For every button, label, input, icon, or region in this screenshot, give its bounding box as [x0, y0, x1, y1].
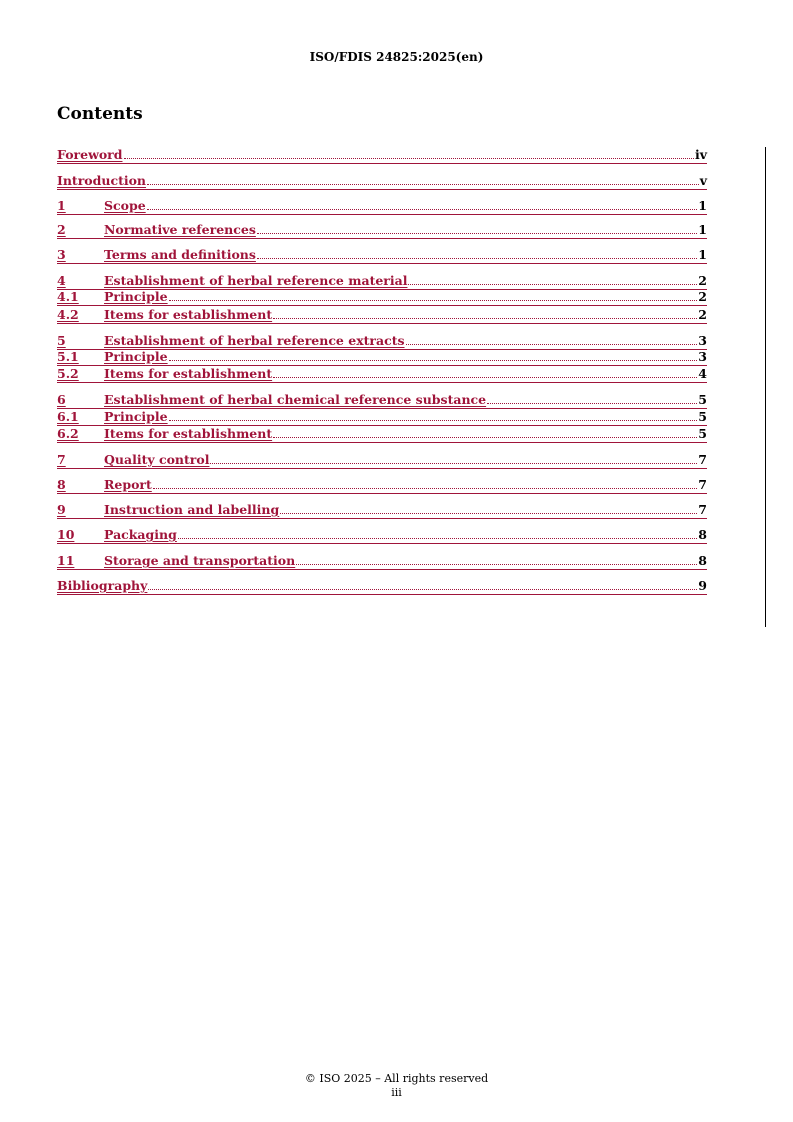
toc-entry-title: Bibliography: [57, 578, 148, 593]
toc-entry-herbal-reference-extracts[interactable]: [57, 334, 707, 350]
toc-entry-number: 5.1: [57, 349, 79, 364]
toc-entry-title: Establishment of herbal reference extracts: [104, 333, 405, 348]
toc-entry-instruction-and-labelling[interactable]: [57, 503, 707, 519]
toc-entry-number: 4.1: [57, 289, 79, 304]
toc-entry-page: 1: [698, 247, 707, 262]
toc-entry-number: 6.2: [57, 426, 79, 441]
toc-leader-dots: [169, 420, 698, 421]
toc-entry-terms-and-definitions[interactable]: [57, 248, 707, 264]
toc-entry-6-2-items-for-establishment[interactable]: [57, 427, 707, 443]
toc-entry-title: Items for establishment: [104, 426, 273, 441]
page-footer: [0, 1072, 793, 1100]
toc-leader-dots: [273, 377, 697, 378]
toc-entry-number: 1: [57, 198, 66, 213]
toc-entry-scope[interactable]: [57, 199, 707, 215]
toc-leader-dots: [273, 318, 697, 319]
toc-entry-title: Introduction: [57, 173, 147, 188]
toc-entry-page: 8: [698, 553, 707, 568]
toc-entry-number: 6: [57, 392, 66, 407]
toc-entry-number: 11: [57, 553, 75, 568]
toc-entry-5-2-items-for-establishment[interactable]: [57, 367, 707, 383]
toc-entry-page: 2: [698, 289, 707, 304]
toc-entry-page: 3: [698, 333, 707, 348]
page-number: iii: [391, 1086, 402, 1099]
toc-entry-title: Principle: [104, 409, 168, 424]
toc-entry-normative-references[interactable]: [57, 223, 707, 239]
toc-entry-number: 5: [57, 333, 66, 348]
toc-entry-page: 9: [698, 578, 707, 593]
toc-entry-number: 8: [57, 477, 66, 492]
toc-entry-introduction[interactable]: [57, 174, 707, 190]
toc-entry-number: 4: [57, 273, 66, 288]
toc-leader-dots: [273, 437, 697, 438]
toc-entry-title: Foreword: [57, 147, 123, 162]
toc-leader-dots: [147, 209, 698, 210]
toc-entry-title: Principle: [104, 349, 168, 364]
toc-leader-dots: [178, 538, 697, 539]
toc-leader-dots: [280, 513, 697, 514]
toc-entry-title: Packaging: [104, 527, 177, 542]
toc-entry-page: 2: [698, 307, 707, 322]
toc-leader-dots: [210, 463, 697, 464]
toc-entry-title: Items for establishment: [104, 366, 273, 381]
toc-entry-title: Items for establishment: [104, 307, 273, 322]
toc-leader-dots: [257, 258, 697, 259]
toc-entry-page: 7: [698, 502, 707, 517]
toc-leader-dots: [147, 184, 699, 185]
toc-leader-dots: [296, 564, 697, 565]
toc-leader-dots: [124, 158, 694, 159]
toc-entry-bibliography[interactable]: [57, 579, 707, 595]
toc-entry-page: 1: [698, 222, 707, 237]
toc-entry-page: 5: [698, 409, 707, 424]
toc-leader-dots: [406, 344, 698, 345]
toc-entry-packaging[interactable]: [57, 528, 707, 544]
toc-entry-page: 7: [698, 452, 707, 467]
toc-entry-number: 6.1: [57, 409, 79, 424]
toc-entry-6-1-principle[interactable]: [57, 410, 707, 426]
toc-entry-page: 3: [698, 349, 707, 364]
toc-entry-quality-control[interactable]: [57, 453, 707, 469]
toc-entry-title: Scope: [104, 198, 146, 213]
toc-entry-title: Normative references: [104, 222, 256, 237]
toc-entry-number: 9: [57, 502, 66, 517]
toc-entry-title: Instruction and labelling: [104, 502, 280, 517]
toc-entry-report[interactable]: [57, 478, 707, 494]
toc-leader-dots: [153, 488, 698, 489]
toc-entry-5-1-principle[interactable]: [57, 350, 707, 366]
toc-entry-page: 2: [698, 273, 707, 288]
toc-entry-herbal-reference-material[interactable]: [57, 274, 707, 290]
toc-entry-title: Terms and definitions: [104, 247, 256, 262]
toc-entry-page: v: [699, 173, 707, 188]
toc-leader-dots: [169, 300, 698, 301]
toc-entry-foreword[interactable]: [57, 148, 707, 164]
toc-entry-page: 5: [698, 392, 707, 407]
toc-entry-page: 7: [698, 477, 707, 492]
toc-entry-page: 1: [698, 198, 707, 213]
toc-entry-title: Establishment of herbal chemical reference substance: [104, 392, 487, 407]
toc-entry-title: Establishment of herbal reference material: [104, 273, 408, 288]
toc-entry-title: Report: [104, 477, 152, 492]
toc-leader-dots: [487, 403, 697, 404]
toc-entry-number: 5.2: [57, 366, 79, 381]
toc-entry-number: 7: [57, 452, 66, 467]
toc-entry-number: 4.2: [57, 307, 79, 322]
contents-heading: Contents: [57, 104, 143, 124]
toc-entry-title: Quality control: [104, 452, 210, 467]
toc-entry-storage-and-transportation[interactable]: [57, 554, 707, 570]
toc-leader-dots: [408, 284, 697, 285]
toc-leader-dots: [169, 360, 698, 361]
toc-leader-dots: [257, 233, 697, 234]
toc-entry-number: 3: [57, 247, 66, 262]
toc-entry-herbal-chemical-reference-substance[interactable]: [57, 393, 707, 409]
toc-entry-number: 10: [57, 527, 75, 542]
toc-leader-dots: [148, 589, 697, 590]
toc-entry-4-1-principle[interactable]: [57, 290, 707, 306]
toc-entry-page: 8: [698, 527, 707, 542]
toc-entry-title: Principle: [104, 289, 168, 304]
toc-entry-4-2-items-for-establishment[interactable]: [57, 308, 707, 324]
copyright-notice: © ISO 2025 – All rights reserved: [304, 1072, 489, 1085]
toc-entry-page: iv: [694, 147, 707, 162]
document-id-header: ISO/FDIS 24825:2025(en): [309, 50, 484, 64]
toc-entry-title: Storage and transportation: [104, 553, 296, 568]
toc-entry-page: 4: [698, 366, 707, 381]
toc-entry-number: 2: [57, 222, 66, 237]
toc-entry-page: 5: [698, 426, 707, 441]
